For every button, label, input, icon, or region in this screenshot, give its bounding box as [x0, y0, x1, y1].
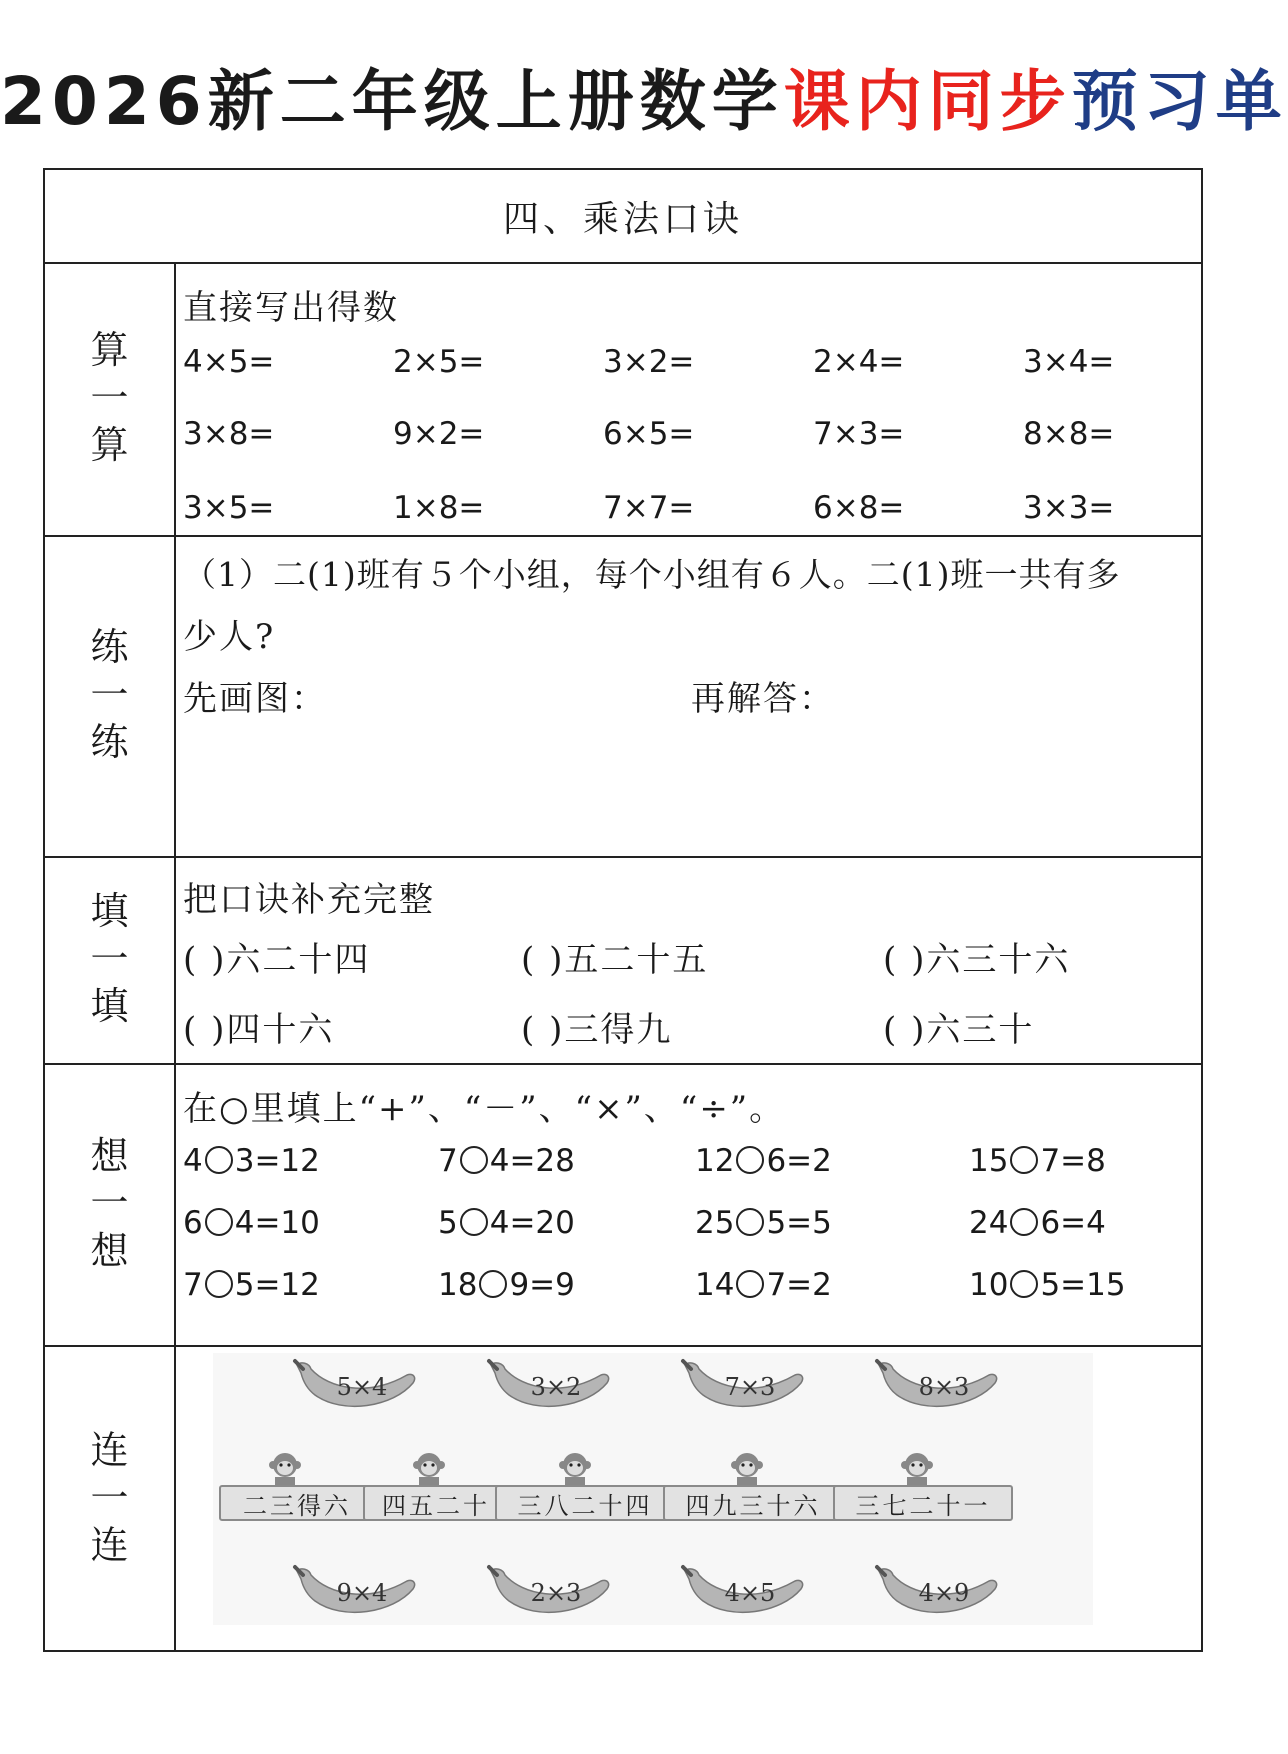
calc-item: 3×3=: [1023, 490, 1115, 526]
banana-card[interactable]: [677, 1355, 807, 1417]
calc-item: 6×5=: [603, 416, 695, 452]
calc-row: [183, 416, 1191, 456]
calc-item: 9×2=: [393, 416, 485, 452]
banana-label: 2×3: [530, 1579, 582, 1607]
page-title: [0, 62, 1288, 141]
think-prompt: 在○里填上“+”、“－”、“×”、“÷”。: [183, 1089, 786, 1129]
operator-circle[interactable]: [1010, 1270, 1038, 1298]
calc-item: 3×8=: [183, 416, 275, 452]
calc-item: 3×4=: [1023, 344, 1115, 380]
label-char: 练: [90, 720, 129, 765]
monkey-icon: [557, 1449, 593, 1485]
operator-item: [438, 1267, 575, 1303]
calc-item: 2×5=: [393, 344, 485, 380]
label-char: 连: [90, 1523, 129, 1568]
think-section: [183, 1063, 1191, 1345]
fill-section: [183, 856, 1191, 1063]
operand: 4=10: [234, 1205, 320, 1241]
rhyme-plate[interactable]: 四五二十: [363, 1485, 509, 1521]
match-section: [183, 1345, 1191, 1652]
practice-section: [183, 535, 1191, 856]
fill-blank-item[interactable]: ( )六三十: [883, 1010, 1035, 1050]
operator-circle[interactable]: [460, 1208, 488, 1236]
banana-card[interactable]: [871, 1561, 1001, 1623]
operator-circle[interactable]: [205, 1270, 233, 1298]
word-problem-line1: （1）二(1)班有５个小组，每个小组有６人。二(1)班一共有多: [183, 555, 1121, 594]
title-highlight-red: 课内同步: [783, 63, 1072, 140]
calc-item: 2×4=: [813, 344, 905, 380]
banana-label: 4×9: [918, 1579, 970, 1607]
think-label: [45, 1063, 174, 1345]
label-char: 一: [90, 672, 129, 717]
calc-item: 7×3=: [813, 416, 905, 452]
operand: 6=4: [1040, 1205, 1106, 1241]
banana-label: 3×2: [530, 1373, 582, 1401]
label-char: 想: [90, 1228, 129, 1273]
operator-circle[interactable]: [736, 1208, 764, 1236]
operator-item: [438, 1205, 575, 1241]
operand: 9=9: [509, 1267, 575, 1303]
calc-row: [183, 344, 1191, 384]
worksheet-table: [43, 168, 1203, 1652]
fill-row: [183, 1002, 1191, 1048]
operator-circle[interactable]: [479, 1270, 507, 1298]
operand: 4=28: [489, 1143, 575, 1179]
banana-label: 7×3: [724, 1373, 776, 1401]
calc-item: 3×5=: [183, 490, 275, 526]
fill-blank-item[interactable]: ( )五二十五: [521, 940, 709, 980]
banana-card[interactable]: [483, 1355, 613, 1417]
operand: 25: [695, 1205, 735, 1241]
operator-item: [438, 1143, 575, 1179]
label-char: 一: [90, 1181, 129, 1226]
label-char: 连: [90, 1428, 129, 1473]
operand: 24: [969, 1205, 1009, 1241]
draw-label: 先画图：: [183, 679, 327, 719]
banana-label: 8×3: [918, 1373, 970, 1401]
calc-item: 1×8=: [393, 490, 485, 526]
operand: 7: [438, 1143, 458, 1179]
think-row: [183, 1267, 1191, 1307]
banana-label: 5×4: [336, 1373, 388, 1401]
calc-item: 4×5=: [183, 344, 275, 380]
operator-item: [183, 1267, 320, 1303]
operator-circle[interactable]: [1010, 1146, 1038, 1174]
banana-card[interactable]: [483, 1561, 613, 1623]
fill-prompt: 把口诀补充完整: [183, 880, 435, 920]
operator-item: [969, 1143, 1106, 1179]
rhyme-plate[interactable]: 三七二十一: [833, 1485, 1013, 1521]
calc-item: 6×8=: [813, 490, 905, 526]
calc-row: [183, 490, 1191, 530]
operator-item: [695, 1267, 832, 1303]
think-row: [183, 1205, 1191, 1245]
rhyme-plate[interactable]: 三八二十四: [495, 1485, 675, 1521]
operand: 5: [438, 1205, 458, 1241]
fill-blank-item[interactable]: ( )六二十四: [183, 940, 371, 980]
calc-label: [45, 262, 174, 535]
operator-circle[interactable]: [205, 1146, 233, 1174]
title-main: 2026新二年级上册数学: [0, 63, 784, 140]
word-problem-line2: 少人?: [183, 617, 276, 657]
operand: 18: [438, 1267, 478, 1303]
operand: 4=20: [489, 1205, 575, 1241]
think-row: [183, 1143, 1191, 1183]
rhyme-plate[interactable]: 四九三十六: [663, 1485, 843, 1521]
operand: 5=12: [234, 1267, 320, 1303]
label-char: 一: [90, 375, 129, 420]
calc-item: 3×2=: [603, 344, 695, 380]
operand: 5=5: [766, 1205, 832, 1241]
banana-card[interactable]: [871, 1355, 1001, 1417]
calc-section: [183, 262, 1191, 535]
match-label: [45, 1345, 174, 1652]
operand: 5=15: [1040, 1267, 1126, 1303]
calc-prompt: 直接写出得数: [183, 288, 399, 328]
operand: 7=8: [1040, 1143, 1106, 1179]
rhyme-plate[interactable]: 二三得六: [219, 1485, 375, 1521]
operator-circle[interactable]: [205, 1208, 233, 1236]
operator-item: [969, 1267, 1126, 1303]
operand: 10: [969, 1267, 1009, 1303]
operator-item: [183, 1205, 320, 1241]
fill-blank-item[interactable]: ( )三得九: [521, 1010, 673, 1050]
monkey-icon: [729, 1449, 765, 1485]
divider: [174, 262, 176, 1652]
operator-circle[interactable]: [460, 1146, 488, 1174]
label-char: 算: [90, 328, 129, 373]
banana-card[interactable]: [289, 1561, 419, 1623]
answer-label: 再解答：: [691, 679, 835, 719]
monkey-icon: [411, 1449, 447, 1485]
banana-card[interactable]: [289, 1355, 419, 1417]
operator-item: [695, 1143, 832, 1179]
fill-row: [183, 932, 1191, 978]
operand: 6=2: [766, 1143, 832, 1179]
operator-item: [695, 1205, 832, 1241]
practice-label: [45, 535, 174, 856]
label-char: 算: [90, 423, 129, 468]
operand: 15: [969, 1143, 1009, 1179]
banana-label: 4×5: [724, 1579, 776, 1607]
section-title: 四、乘法口诀: [502, 198, 743, 240]
label-char: 填: [90, 889, 129, 934]
operator-circle[interactable]: [736, 1146, 764, 1174]
operator-item: [183, 1143, 320, 1179]
operand: 4: [183, 1143, 203, 1179]
fill-label: [45, 856, 174, 1063]
label-char: 一: [90, 1475, 129, 1520]
calc-item: 7×7=: [603, 490, 695, 526]
operand: 3=12: [234, 1143, 320, 1179]
operand: 7: [183, 1267, 203, 1303]
operator-circle[interactable]: [736, 1270, 764, 1298]
fill-blank-item[interactable]: ( )四十六: [183, 1010, 335, 1050]
operand: 6: [183, 1205, 203, 1241]
label-char: 填: [90, 984, 129, 1029]
label-char: 想: [90, 1133, 129, 1178]
operand: 12: [695, 1143, 735, 1179]
operand: 7=2: [766, 1267, 832, 1303]
calc-item: 8×8=: [1023, 416, 1115, 452]
operand: 14: [695, 1267, 735, 1303]
banana-label: 9×4: [336, 1579, 388, 1607]
monkey-icon: [267, 1449, 303, 1485]
banana-card[interactable]: [677, 1561, 807, 1623]
operator-circle[interactable]: [1010, 1208, 1038, 1236]
label-char: 练: [90, 625, 129, 670]
monkey-icon: [899, 1449, 935, 1485]
title-highlight-blue: 预习单: [1071, 63, 1288, 140]
fill-blank-item[interactable]: ( )六三十六: [883, 940, 1071, 980]
label-char: 一: [90, 936, 129, 981]
operator-item: [969, 1205, 1106, 1241]
